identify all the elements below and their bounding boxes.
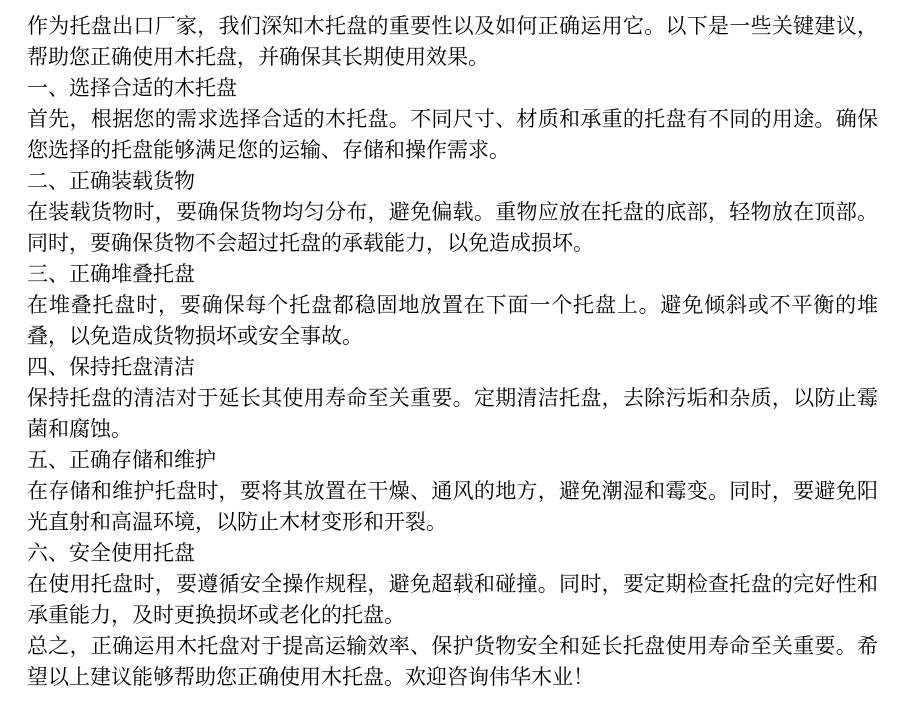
section-heading-4: 四、保持托盘清洁 — [27, 355, 195, 379]
section-paragraph-1: 首先，根据您的需求选择合适的木托盘。不同尺寸、材质和承重的托盘有不同的用途。确保您选择的托盘能够满足您的运输、存储和操作需求。 — [27, 107, 878, 162]
closing-paragraph: 总之，正确运用木托盘对于提高运输效率、保护货物安全和延长托盘使用寿命至关重要。希望以上建议能够帮助您正确使用木托盘。欢迎咨询伟华木业！ — [27, 634, 878, 689]
section-paragraph-5: 在存储和维护托盘时，要将其放置在干燥、通风的地方，避免潮湿和霉变。同时，要避免阳光直射和高温环境，以防止木材变形和开裂。 — [27, 479, 878, 534]
section-paragraph-3: 在堆叠托盘时，要确保每个托盘都稳固地放置在下面一个托盘上。避免倾斜或不平衡的堆叠，以免造成货物损坏或安全事故。 — [27, 293, 878, 348]
section-paragraph-6: 在使用托盘时，要遵循安全操作规程，避免超载和碰撞。同时，要定期检查托盘的完好性和承重能力，及时更换损坏或老化的托盘。 — [27, 572, 878, 627]
section-heading-3: 三、正确堆叠托盘 — [27, 262, 195, 286]
section-heading-5: 五、正确存储和维护 — [27, 448, 216, 472]
section-heading-2: 二、正确装载货物 — [27, 169, 195, 193]
section-paragraph-2: 在装载货物时，要确保货物均匀分布，避免偏载。重物应放在托盘的底部，轻物放在顶部。同时，要确保货物不会超过托盘的承载能力，以免造成损坏。 — [27, 200, 878, 255]
section-heading-1: 一、选择合适的木托盘 — [27, 76, 237, 100]
section-heading-6: 六、安全使用托盘 — [27, 541, 195, 565]
section-paragraph-4: 保持托盘的清洁对于延长其使用寿命至关重要。定期清洁托盘，去除污垢和杂质，以防止霉菌和腐蚀。 — [27, 386, 878, 441]
intro-paragraph: 作为托盘出口厂家，我们深知木托盘的重要性以及如何正确运用它。以下是一些关键建议，帮助您正确使用木托盘，并确保其长期使用效果。 — [27, 14, 878, 69]
